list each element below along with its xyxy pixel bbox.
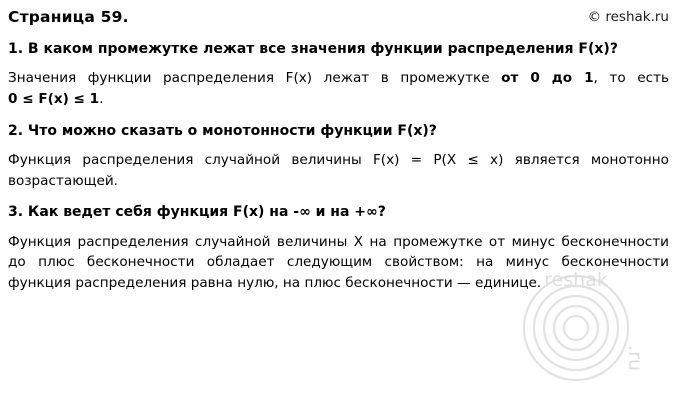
answer-1-part1: Значения функции распределения F(x) лежат в промежутке: [8, 70, 502, 87]
answer-1-part3: .: [99, 90, 104, 107]
answer-2-text: Функция распределения случайной величины F(x) = P(X ≤ x) является монотонно возрастающей.: [8, 151, 669, 189]
svg-text:.ru: .ru: [624, 345, 646, 371]
svg-text:reshak: reshak: [544, 269, 608, 291]
copyright-notice: © reshak.ru: [587, 9, 669, 25]
answer-1-bold1: от 0 до 1: [501, 70, 594, 87]
question-2-text: 2. Что можно сказать о монотонности функции F(x)?: [8, 122, 437, 139]
answer-1-bold2: 0 ≤ F(x) ≤ 1: [8, 90, 100, 107]
answer-1-part2: , то есть: [593, 70, 669, 87]
page-title: Страница 59.: [8, 8, 129, 26]
answer-1-text: [8, 68, 669, 109]
question-1-text: 1. В каком промежутке лежат все значения функции распределения F(x)?: [8, 41, 618, 57]
page-header: [8, 8, 669, 26]
answer-3-text: Функция распределения случайной величины X на промежутке от минус бесконечности до плюс бесконечности обладает следующим свойством: на минус бесконечности функция распределения равна нулю, на плюс бесконечности — единице.: [8, 233, 669, 291]
question-3-text: 3. Как ведет себя функция F(x) на -∞ и на +∞?: [8, 204, 386, 221]
